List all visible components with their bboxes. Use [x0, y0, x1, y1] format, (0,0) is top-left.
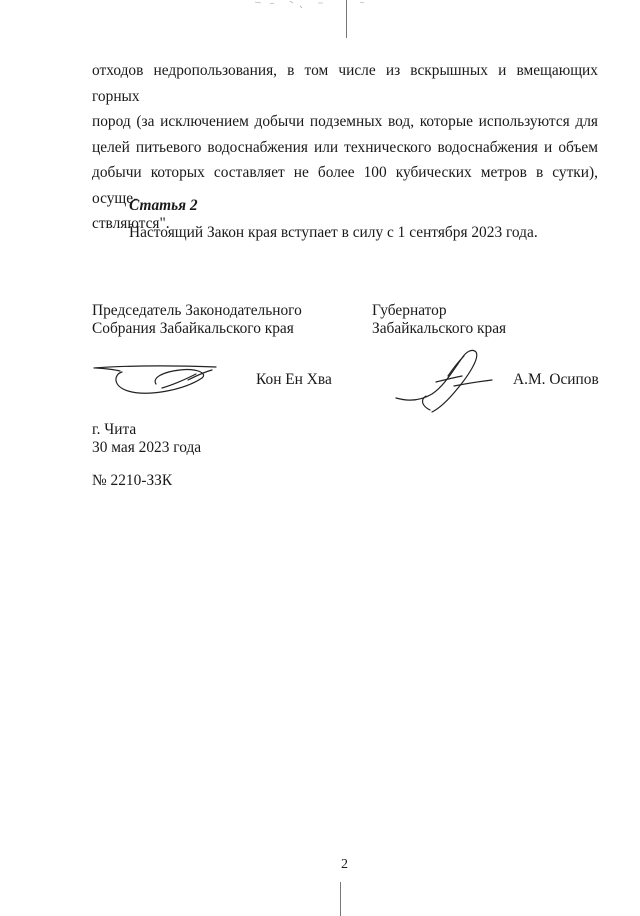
right-title-line: Губернатор [372, 302, 447, 319]
body-line: пород (за исключением добычи подземных вод, которые используются для [92, 113, 598, 130]
scan-fold-mark-top [346, 0, 347, 38]
signature-left-icon [92, 360, 220, 402]
page-number: 2 [341, 857, 348, 872]
law-number: № 2210-ЗЗК [92, 472, 173, 489]
body-line: целей питьевого водоснабжения или технического водоснабжения и объем [92, 138, 598, 156]
right-signatory-name: А.М. Осипов [513, 371, 599, 388]
signature-right-icon [392, 346, 504, 418]
scan-fold-mark-bottom [340, 882, 341, 916]
body-line: отходов недропользования, в том числе из вскрышных и вмещающих горных [92, 62, 598, 105]
article-text: Настоящий Закон края вступает в силу с 1 сентября 2023 года. [129, 224, 538, 241]
right-signatory-title [372, 302, 506, 338]
left-signatory-name: Кон Ен Хва [256, 371, 332, 388]
body-line: добычи которых составляет не более 100 кубических метров в сутки), осуще- [92, 164, 598, 207]
article-title: Статья 2 [129, 197, 198, 214]
scan-noise-top [0, 0, 640, 14]
city: г. Чита [92, 421, 137, 438]
left-title-line: Собрания Забайкальского края [92, 320, 294, 337]
place-and-date [92, 421, 201, 457]
body-line: ствляются". [92, 215, 170, 232]
date: 30 мая 2023 года [92, 439, 202, 456]
left-signatory-title [92, 302, 302, 338]
left-title-line: Председатель Законодательного [92, 302, 302, 319]
right-title-line: Забайкальского края [372, 320, 507, 337]
